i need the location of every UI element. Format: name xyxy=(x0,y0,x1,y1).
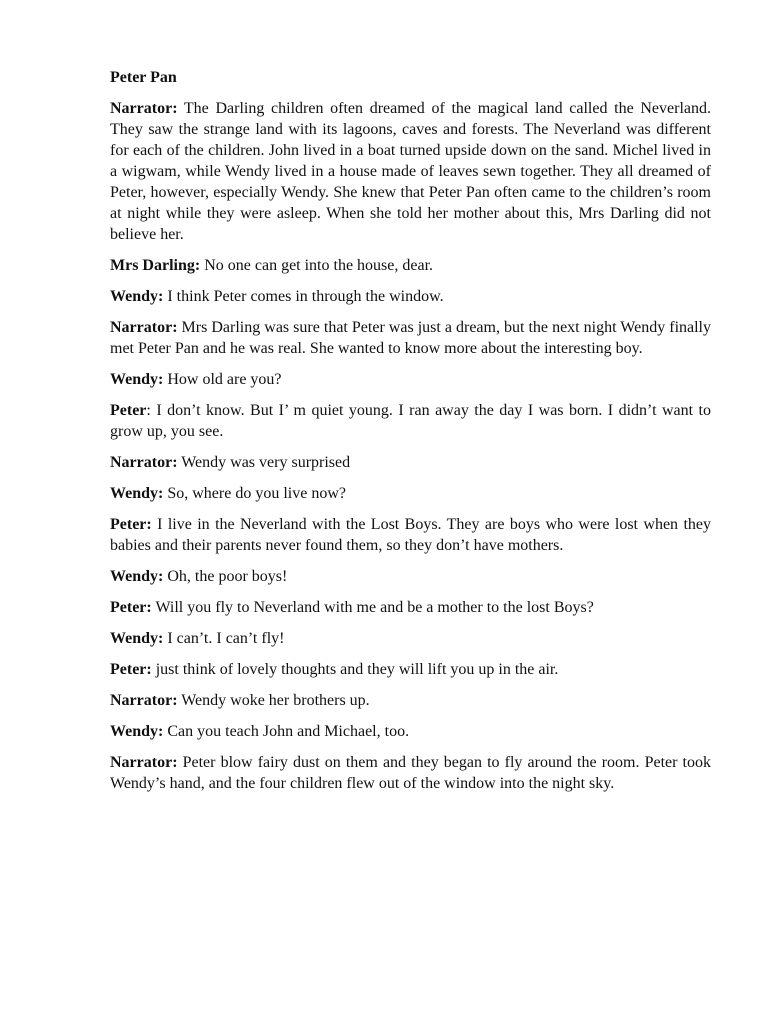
speaker-label: Narrator: xyxy=(110,692,178,709)
line-text: I can’t. I can’t fly! xyxy=(163,630,285,647)
speaker-label: Wendy: xyxy=(110,371,164,388)
speaker-label: Narrator: xyxy=(110,100,178,117)
script-line xyxy=(110,566,711,587)
line-text: I think Peter comes in through the window. xyxy=(163,288,444,305)
script-line xyxy=(110,452,711,473)
speaker-label: Wendy: xyxy=(110,288,164,305)
speaker-label: Peter: xyxy=(110,661,152,678)
script-line xyxy=(110,286,711,307)
speaker-label: Wendy: xyxy=(110,723,164,740)
line-text: Can you teach John and Michael, too. xyxy=(163,723,410,740)
script-line xyxy=(110,317,711,359)
script-line xyxy=(110,659,711,680)
script-line xyxy=(110,690,711,711)
line-text: How old are you? xyxy=(163,371,282,388)
line-text: : I don’t know. But I’ m quiet young. I ran away the day I was born. I didn’t want to grow up, you see. xyxy=(110,402,711,440)
speaker-label: Wendy: xyxy=(110,568,164,585)
script-line xyxy=(110,628,711,649)
speaker-label: Narrator: xyxy=(110,454,178,471)
line-text: Wendy woke her brothers up. xyxy=(177,692,370,709)
speaker-label: Wendy: xyxy=(110,485,164,502)
line-text: No one can get into the house, dear. xyxy=(200,257,434,274)
line-text: Wendy was very surprised xyxy=(177,454,351,471)
speaker-label: Peter: xyxy=(110,516,152,533)
line-text: So, where do you live now? xyxy=(163,485,346,502)
speaker-label: Mrs Darling: xyxy=(110,257,201,274)
script-line xyxy=(110,483,711,504)
speaker-label: Wendy: xyxy=(110,630,164,647)
speaker-label: Narrator: xyxy=(110,319,178,336)
script-line xyxy=(110,597,711,618)
line-text: Oh, the poor boys! xyxy=(163,568,288,585)
script-line xyxy=(110,721,711,742)
speaker-label: Peter: xyxy=(110,599,152,616)
line-text: I live in the Neverland with the Lost Boys. They are boys who were lost when they babies and their parents never found them, so they don’t have mothers. xyxy=(110,516,711,554)
line-text: Will you fly to Neverland with me and be a mother to the lost Boys? xyxy=(151,599,594,616)
speaker-label: Narrator: xyxy=(110,754,178,771)
script-line xyxy=(110,514,711,556)
line-text: Peter blow fairy dust on them and they began to fly around the room. Peter took Wendy’s hand, and the four children flew out of the window into the night sky. xyxy=(110,754,711,792)
line-text: The Darling children often dreamed of the magical land called the Neverland. They saw the strange land with its lagoons, caves and forests. The Neverland was different for each of the children. John lived in a boat turned upside down on the sand. Michel lived in a wigwam, while Wendy lived in a house made of leaves sewn together. They all dreamed of Peter, however, especially Wendy. She knew that Peter Pan often came to the children’s room at night while they were asleep. When she told her mother about this, Mrs Darling did not believe her. xyxy=(110,100,711,243)
document-title: Peter Pan xyxy=(110,69,177,86)
script-line xyxy=(110,369,711,390)
line-text: just think of lovely thoughts and they will lift you up in the air. xyxy=(151,661,559,678)
script-line xyxy=(110,98,711,245)
line-text: Mrs Darling was sure that Peter was just a dream, but the next night Wendy finally met Peter Pan and he was real. She wanted to know more about the interesting boy. xyxy=(110,319,711,357)
script-line xyxy=(110,255,711,276)
script-line xyxy=(110,400,711,442)
speaker-label: Peter xyxy=(110,402,147,419)
script-line xyxy=(110,752,711,794)
